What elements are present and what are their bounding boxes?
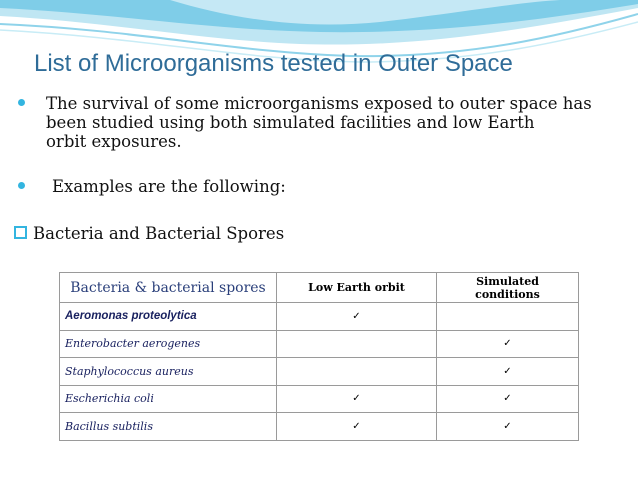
table-row bbox=[60, 330, 579, 358]
table-row bbox=[60, 385, 579, 413]
check-simulated: ✓ bbox=[437, 385, 579, 413]
organism-name: Staphylococcus aureus bbox=[60, 358, 277, 386]
slide-title: List of Microorganisms tested in Outer Space bbox=[34, 50, 513, 77]
table-row bbox=[60, 413, 579, 441]
table-row bbox=[60, 358, 579, 386]
bullet-line: orbit exposures. bbox=[46, 132, 182, 151]
subheading-bacteria bbox=[14, 224, 284, 243]
check-simulated: ✓ bbox=[437, 358, 579, 386]
bullet-survival bbox=[18, 94, 598, 151]
check-simulated: ✓ bbox=[437, 330, 579, 358]
header-low-earth-orbit: Low Earth orbit bbox=[277, 273, 437, 303]
check-simulated: ✓ bbox=[437, 413, 579, 441]
table-header-row bbox=[60, 273, 579, 303]
organism-name: Bacillus subtilis bbox=[60, 413, 277, 441]
check-low-earth-orbit: ✓ bbox=[277, 413, 437, 441]
check-low-earth-orbit: ✓ bbox=[277, 385, 437, 413]
header-bacteria: Bacteria & bacterial spores bbox=[60, 273, 277, 303]
bullet-line: The survival of some microorganisms exposed to outer space has bbox=[46, 94, 592, 113]
subheading-text: Bacteria and Bacterial Spores bbox=[33, 224, 285, 243]
check-low-earth-orbit bbox=[277, 330, 437, 358]
bullet-line: been studied using both simulated facilities and low Earth bbox=[46, 113, 535, 132]
microorganisms-table bbox=[59, 272, 579, 441]
header-simulated-conditions: Simulated conditions bbox=[437, 273, 579, 303]
bullet-line: Examples are the following: bbox=[52, 177, 286, 196]
table-row bbox=[60, 303, 579, 331]
organism-name: Escherichia coli bbox=[60, 385, 277, 413]
check-low-earth-orbit bbox=[277, 358, 437, 386]
organism-name: Aeromonas proteolytica bbox=[60, 303, 277, 331]
bullet-dot-icon bbox=[18, 99, 25, 106]
check-simulated bbox=[437, 303, 579, 331]
organism-name: Enterobacter aerogenes bbox=[60, 330, 277, 358]
bullet-examples bbox=[18, 177, 286, 196]
checkbox-bullet-icon bbox=[14, 226, 27, 239]
check-low-earth-orbit: ✓ bbox=[277, 303, 437, 331]
bullet-dot-icon bbox=[18, 182, 25, 189]
